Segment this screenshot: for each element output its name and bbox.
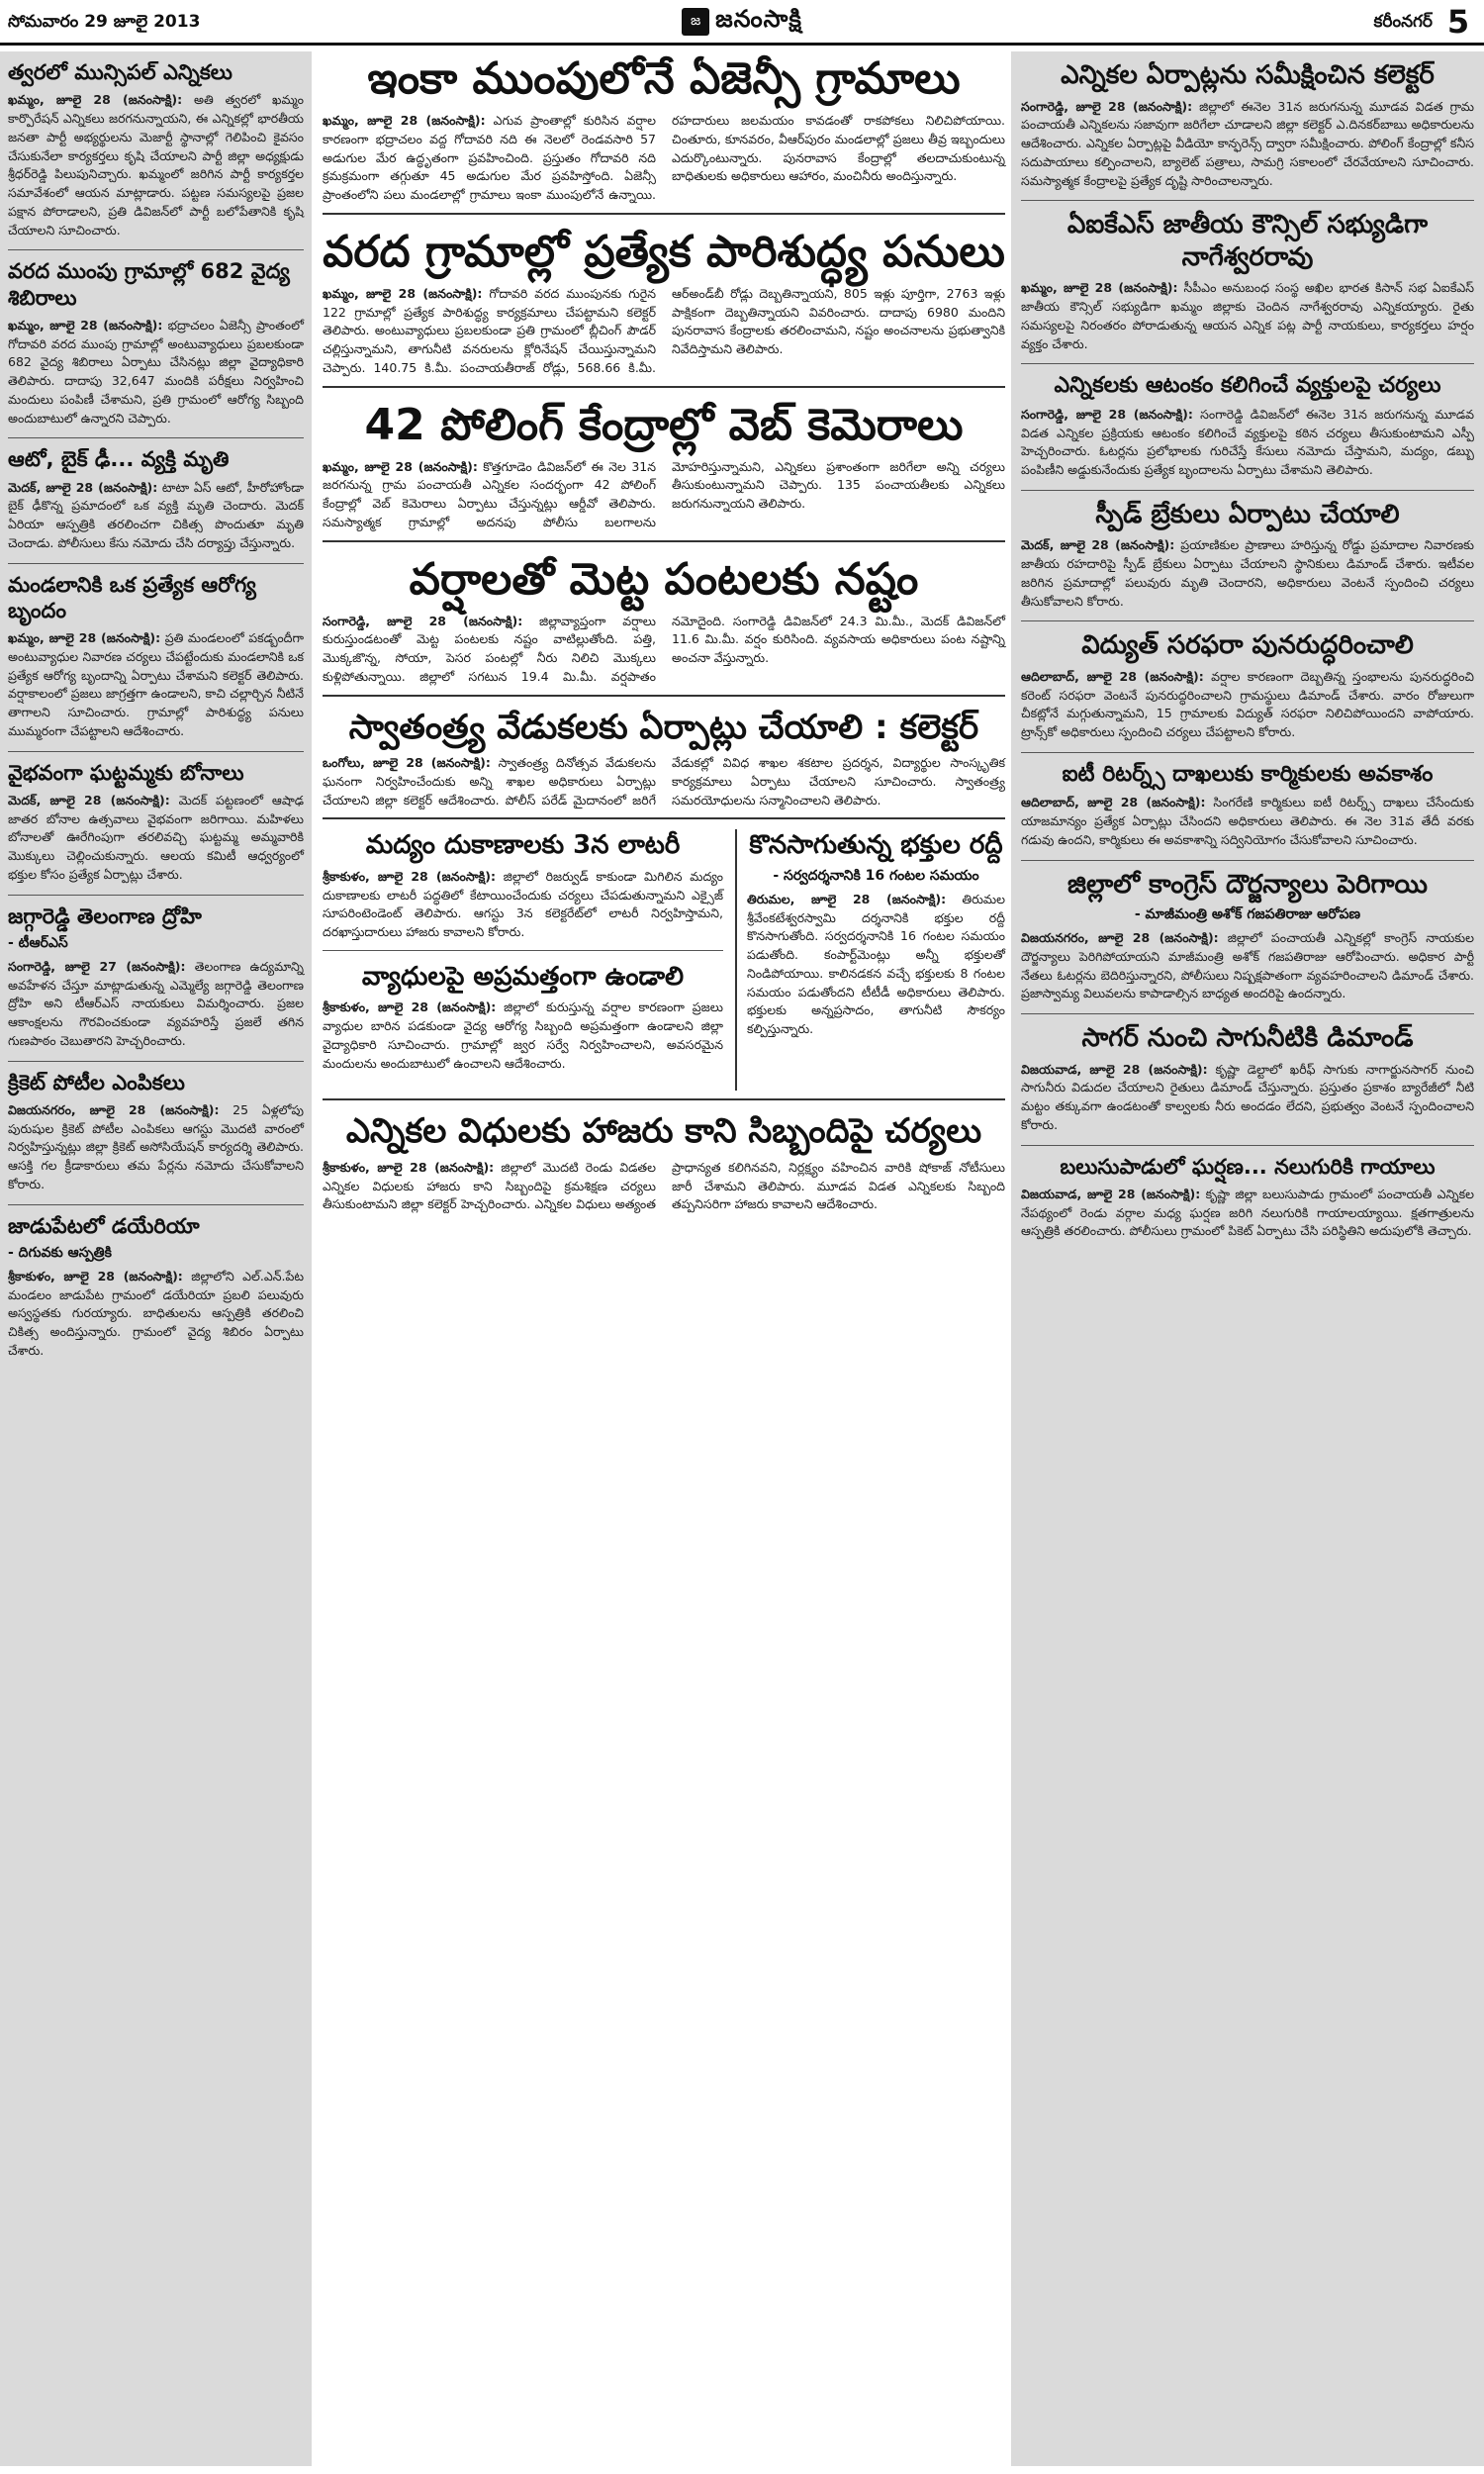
divider: [1021, 490, 1474, 491]
dateline: విజయనగరం, జూలై 28 (జనంసాక్షి):: [1021, 930, 1219, 945]
divider: [1021, 860, 1474, 861]
divider: [1021, 363, 1474, 364]
article-headline: ఆటో, బైక్‌ ఢీ... వ్యక్తి మృతి: [8, 447, 230, 472]
article: [8, 1070, 304, 1194]
divider: [1021, 752, 1474, 753]
article-byline: - టీఆర్‌ఎస్‌: [8, 934, 68, 951]
article-body: [323, 754, 1005, 809]
dateline: సంగారెడ్డి, జూలై 27 (జనంసాక్షి):: [8, 958, 186, 974]
article-headline: సాగర్‌ నుంచి సాగునీటికి డిమాండ్‌: [1081, 1023, 1414, 1053]
article-headline: ఎన్నికల విధులకు హాజరు కాని సిబ్బందిపై చర్యలు: [345, 1111, 982, 1152]
article-headline: జిల్లాలో కాంగ్రెస్‌ దౌర్జన్యాలు పెరిగాయి: [1067, 869, 1428, 900]
dateline: సంగారెడ్డి, జూలై 28 (జనంసాక్షి):: [323, 613, 523, 628]
divider: [8, 437, 304, 438]
article: [1021, 869, 1474, 1004]
article-headline: విద్యుత్‌ సరఫరా పునరుద్ధరించాలి: [1081, 630, 1414, 661]
divider: [1021, 1013, 1474, 1014]
article-headline: త్వరలో మున్సిపల్‌ ఎన్నికలు: [8, 60, 232, 84]
dateline: సంగారెడ్డి, జూలై 28 (జనంసాక్షి):: [1021, 98, 1193, 114]
article-text: కృష్ణా జిల్లా బలుసుపాడు గ్రామంలో పంచాయతీ ఎన్నికల నేపథ్యంలో రెండు వర్గాల మధ్య ఘర్షణ జరిగి నలుగురికి గాయాలయ్యాయి. క్షతగాత్రులను ఆస్పత్రికి తరలించారు. పోలీసులు గ్రామంలో పికెట్‌ ఏర్పాటు చేసి పరిస్థితిని అదుపులోకి తెచ్చారు.: [1021, 1186, 1474, 1239]
article: [8, 446, 304, 552]
article: [323, 225, 1005, 388]
divider: [1021, 620, 1474, 621]
dateline: ఖమ్మం, జూలై 28 (జనంసాక్షి):: [8, 92, 183, 108]
article-body: [1021, 668, 1474, 742]
issue-date: సోమవారం 29 జూలై 2013: [8, 12, 201, 32]
article-text: వర్షాల కారణంగా దెబ్బతిన్న స్తంభాలను పునరుద్ధరించి కరెంట్‌ సరఫరా వెంటనే పునరుద్ధరించాలని గ్రామస్థులు డిమాండ్‌ చేశారు. వారం రోజులుగా చీకట్లోనే మగ్గుతున్నామని, 15 గ్రామాలకు విద్యుత్‌ సరఫరా నిలిచిపోయిందని వాపోయారు. ట్రాన్స్‌కో అధికారులు స్పందించి చర్యలు చేపట్టాలని కోరారు.: [1021, 668, 1474, 739]
article-text: జిల్లాలో మొదటి రెండు విడతల ఎన్నికల విధులకు హాజరు కాని సిబ్బందిపై క్రమశిక్షణ చర్యలు తీసుకుంటామని జిల్లా కలెక్టర్‌ హెచ్చరించారు. ఎన్నికల విధులు అత్యంత ప్రాధాన్యత కలిగినవని, నిర్లక్ష్యం వహించిన వారికి షోకాజ్‌ నోటీసులు జారీ చేశామని తెలిపారు. మూడవ విడత ఎన్నికలకు సిబ్బంది తప్పనిసరిగా హాజరు కావాలని ఆదేశించారు.: [323, 1159, 1005, 1212]
article-body: [1021, 1061, 1474, 1135]
dateline: తిరుమల, జూలై 28 (జనంసాక్షి):: [747, 891, 947, 906]
lead-headline: ఇంకా ముంపులోనే ఏజెన్సీ గ్రామాలు: [367, 53, 961, 104]
article-text: గోదావరి వరద ముంపునకు గురైన 122 గ్రామాల్లో ప్రత్యేక పారిశుద్ధ్య కార్యక్రమాలు చేపట్టామని కలెక్టర్‌ తెలిపారు. అంటువ్యాధులు ప్రబలకుండా ప్రతి గ్రామంలో బ్లీచింగ్‌ పౌడర్‌ చల్లిస్తున్నామని, తాగునీటి వనరులను క్లోరినేషన్‌ చేయిస్తున్నామని చెప్పారు. 140.75 కి.మీ. పంచాయతీరాజ్‌ రోడ్లు, 568.66 కి.మీ. ఆర్‌అండ్‌బీ రోడ్లు దెబ్బతిన్నాయని, 805 ఇళ్లు పూర్తిగా, 2763 ఇళ్లు పాక్షికంగా దెబ్బతిన్నాయని వివరించారు. దాదాపు 6980 మందిని పునరావాస కేంద్రాలకు తరలించామని, నష్టం అంచనాలను ప్రభుత్వానికి నివేదిస్తామని తెలిపారు.: [323, 285, 1005, 375]
dateline: శ్రీకాకుళం, జూలై 28 (జనంసాక్షి):: [8, 1268, 183, 1284]
article-text: జిల్లాలో కురుస్తున్న వర్షాల కారణంగా ప్రజలు వ్యాధుల బారిన పడకుండా వైద్య ఆరోగ్య సిబ్బంది అప్రమత్తంగా ఉండాలని జిల్లా వైద్యాధికారి సూచించారు. గ్రామాల్లో జ్వర సర్వే నిర్వహించాలని, అవసరమైన మందులను అందుబాటులో ఉంచాలని ఆదేశించారు.: [323, 999, 723, 1071]
article-text: కృష్ణా డెల్టాలో ఖరీఫ్‌ సాగుకు నాగార్జునసాగర్‌ నుంచి సాగునీరు విడుదల చేయాలని రైతులు డిమాండ్‌ చేస్తున్నారు. ప్రస్తుతం ప్రకాశం బ్యారేజీలో నీటి మట్టం తక్కువగా ఉండటంతో కాల్వలకు నీరు అందడం లేదని, ప్రభుత్వం వెంటనే స్పందించాలని కోరారు.: [1021, 1061, 1474, 1132]
article-text: సంగారెడ్డి డివిజన్‌లో ఈనెల 31న జరుగనున్న మూడవ విడత ఎన్నికల ప్రక్రియకు ఆటంకం కలిగించే వ్యక్తులపై కఠిన చర్యలు తీసుకుంటామని ఎస్పీ హెచ్చరించారు. ఓటర్లను ప్రలోభాలకు గురిచేస్తే కేసులు నమోదు చేస్తామని, మద్యం, డబ్బు పంపిణీని అడ్డుకునేందుకు ప్రత్యేక బృందాలను ఏర్పాటు చేశామని తెలిపారు.: [1021, 406, 1474, 477]
article-headline: స్వాతంత్ర్య వేడుకలకు ఏర్పాట్లు చేయాలి : కలెక్టర్‌: [348, 707, 979, 747]
article: [8, 59, 304, 239]
article-body: [8, 1268, 304, 1361]
article: [1021, 372, 1474, 480]
article: [323, 398, 1005, 542]
article: [323, 707, 1005, 820]
article-body: [8, 91, 304, 239]
article-body: [8, 629, 304, 741]
dateline: ఆదిలాబాద్‌, జూలై 28 (జనంసాక్షి):: [1021, 795, 1206, 810]
logo-emblem-icon: జ: [682, 8, 709, 36]
article-text: కొత్తగూడెం డివిజన్‌లో ఈ నెల 31న జరగనున్న గ్రామ పంచాయతీ ఎన్నికల సందర్భంగా 42 పోలింగ్‌ కేంద్రాల్లో వెబ్‌ కెమెరాలు ఏర్పాటు చేస్తున్నట్లు ఆర్డీవో తెలిపారు. సమస్యాత్మక గ్రామాల్లో అదనపు పోలీసు బలగాలను మోహరిస్తున్నామని, ఎన్నికలు ప్రశాంతంగా జరిగేలా అన్ని చర్యలు తీసుకుంటున్నామని చెప్పారు. 135 పంచాయతీలకు ఎన్నికలు జరుగనున్నాయని తెలిపారు.: [323, 458, 1005, 529]
article-headline: జగ్గారెడ్డి తెలంగాణ ద్రోహి: [8, 904, 202, 928]
middle-column: [323, 51, 1005, 2466]
article-headline: వరద గ్రామాల్లో ప్రత్యేక పారిశుద్ధ్య పనులు: [323, 226, 1005, 277]
article-body: [1021, 929, 1474, 1003]
article-headline: వైభవంగా ఘట్టమ్మకు బోనాలు: [8, 760, 244, 785]
article-body: [323, 999, 723, 1073]
dateline: శ్రీకాకుళం, జూలై 28 (జనంసాక్షి):: [323, 999, 497, 1015]
article-body: [323, 613, 1005, 687]
article-body: [323, 112, 1005, 205]
article-text: టాటా ఏస్‌ ఆటో, హీరోహోండా బైక్‌ ఢీకొన్న ప్రమాదంలో ఒక వ్యక్తి మృతి చెందారు. మెదక్‌ ఏరియా ఆస్పత్రికి తరలించగా చికిత్స పొందుతూ మృతి చెందాడు. పోలీసులు కేసు నమోదు చేసి దర్యాప్తు చేస్తున్నారు.: [8, 479, 304, 550]
right-column: [1011, 51, 1484, 2466]
dateline: విజయవాడ, జూలై 28 (జనంసాక్షి):: [1021, 1061, 1208, 1077]
dateline: ఖమ్మం, జూలై 28 (జనంసాక్షి):: [323, 285, 483, 301]
article-body: [323, 1159, 1005, 1214]
dateline: ఆదిలాబాద్‌, జూలై 28 (జనంసాక్షి):: [1021, 668, 1204, 684]
article-headline: బలుసుపాడులో ఘర్షణ... నలుగురికి గాయాలు: [1060, 1154, 1436, 1179]
masthead: [0, 0, 1484, 46]
article: [323, 1110, 1005, 1222]
dateline: సంగారెడ్డి, జూలై 28 (జనంసాక్షి):: [1021, 406, 1193, 422]
article: [323, 552, 1005, 697]
article-body: [8, 792, 304, 885]
article-headline: ఏఐకేఎస్‌ జాతీయ కౌన్సిల్‌ సభ్యుడిగా నాగేశ్వరరావు: [1067, 210, 1429, 272]
dateline: ఒంగోలు, జూలై 28 (జనంసాక్షి):: [323, 755, 491, 770]
article-headline: వర్షాలతో మెట్ట పంటలకు నష్టం: [409, 553, 919, 605]
dateline: ఖమ్మం, జూలై 28 (జనంసాక్షి):: [323, 113, 486, 128]
article-body: [8, 958, 304, 1051]
dateline: ఖమ్మం, జూలై 28 (జనంసాక్షి):: [1021, 280, 1178, 296]
article-headline: క్రికెట్‌ పోటీల ఎంపికలు: [8, 1070, 185, 1094]
article-headline: 42 పోలింగ్‌ కేంద్రాల్లో వెబ్‌ కెమెరాలు: [364, 399, 964, 450]
article: [323, 829, 723, 951]
dateline: ఖమ్మం, జూలై 28 (జనంసాక్షి):: [8, 317, 163, 333]
article-text: సింగరేణి కార్మికులు ఐటీ రిటర్న్స్‌ దాఖలు చేసేందుకు యాజమాన్యం ప్రత్యేక ఏర్పాట్లు చేసిందని అధికారులు తెలిపారు. ఈ నెల 31వ తేదీ వరకు గడువు ఉందని, కార్మికులు ఈ అవకాశాన్ని సద్వినియోగం చేసుకోవాలని సూచించారు.: [1021, 795, 1474, 847]
newspaper-name: జనంసాక్షి: [715, 5, 802, 33]
article: [8, 1213, 304, 1361]
article: [8, 760, 304, 885]
dateline: విజయవాడ, జూలై 28 (జనంసాక్షి):: [1021, 1186, 1201, 1201]
article-text: భద్రాచలం ఏజెన్సీ ప్రాంతంలో గోదావరి వరద ముంపు గ్రామాల్లో అంటువ్యాధులు ప్రబలకుండా 682 వైద్య శిబిరాలు ఏర్పాటు చేసినట్లు జిల్లా వైద్యాధికారి తెలిపారు. దాదాపు 32,647 మందికి పరీక్షలు నిర్వహించి మందులు పంపిణీ చేశామని, ప్రతి గ్రామంలో ఆరోగ్య సిబ్బంది అందుబాటులో ఉన్నారని చెప్పారు.: [8, 317, 304, 426]
divider: [8, 751, 304, 752]
article-body: [1021, 98, 1474, 191]
article-headline: ఎన్నికల ఏర్పాట్లను సమీక్షించిన కలెక్టర్‌: [1061, 60, 1435, 90]
split-section: [323, 829, 1005, 1100]
article-headline: ఐటీ రిటర్న్స్‌ దాఖలుకు కార్మికులకు అవకాశం: [1062, 761, 1434, 787]
article: [1021, 629, 1474, 742]
article: [8, 572, 304, 741]
left-column: [0, 51, 312, 2466]
article-body: [323, 285, 1005, 378]
dateline: మెదక్‌, జూలై 28 (జనంసాక్షి):: [8, 479, 158, 495]
article-headline: కొనసాగుతున్న భక్తుల రద్దీ: [749, 830, 1003, 861]
article-byline: - మాజీమంత్రి అశోక్‌ గజపతిరాజు ఆరోపణ: [1134, 906, 1361, 922]
divider: [1021, 1145, 1474, 1146]
article-body: [747, 891, 1005, 1039]
article: [1021, 761, 1474, 850]
article-text: సీపీఎం అనుబంధ సంస్థ అఖిల భారత కిసాన్‌ సభ ఏఐకేఎస్‌ జాతీయ కౌన్సిల్‌ సభ్యుడిగా ఖమ్మం జిల్లాకు చెందిన నాగేశ్వరరావు ఎన్నికయ్యారు. రైతు సమస్యలపై నిరంతరం పోరాడుతున్న ఆయన ఎన్నిక పట్ల పార్టీ నాయకులు, కార్యకర్తలు హర్షం వ్యక్తం చేశారు.: [1021, 280, 1475, 351]
article: [1021, 1022, 1474, 1135]
article-body: [8, 317, 304, 428]
dateline: శ్రీకాకుళం, జూలై 28 (జనంసాక్షి):: [323, 868, 496, 884]
article-text: జిల్లాలో ఈనెల 31న జరుగనున్న మూడవ విడత గ్రామ పంచాయతీ ఎన్నికలను సజావుగా జరిగేలా చూడాలని జిల్లా కలెక్టర్‌ ఎ.దినకర్‌బాబు అధికారులను ఆదేశించారు. ఎన్నికల ఏర్పాట్లపై వీడియో కాన్ఫరెన్స్‌ ద్వారా సమీక్షించారు. పోలింగ్‌ కేంద్రాల్లో కనీస సదుపాయాలు కల్పించాలని, బ్యాలెట్‌ పత్రాలు, సామగ్రి సకాలంలో చేరవేయాలని సూచించారు. సమస్యాత్మక కేంద్రాలపై ప్రత్యేక దృష్టి సారించాలన్నారు.: [1021, 98, 1474, 188]
article-text: తిరుమల శ్రీవేంకటేశ్వరస్వామి దర్శనానికి భక్తుల రద్దీ కొనసాగుతోంది. సర్వదర్శనానికి 16 గంటల సమయం పడుతోంది. కంపార్ట్‌మెంట్లు అన్నీ భక్తులతో నిండిపోయాయి. కాలినడకన వచ్చే భక్తులకు 8 గంటల సమయం పడుతోందని టీటీడీ అధికారులు తెలిపారు. భక్తులకు అన్నప్రసాదం, తాగునీటి సౌకర్యం కల్పిస్తున్నారు.: [747, 891, 1005, 1036]
divider: [8, 563, 304, 564]
article-text: అతి త్వరలో ఖమ్మం కార్పొరేషన్‌ ఎన్నికలు జరగనున్నాయని, ఈ ఎన్నికల్లో భారతీయ జనతా పార్టీ అభ్యర్థులను మెజార్టీ స్థానాల్లో గెలిపించి కైవసం చేసుకునేలా కార్యకర్తలు కృషి చేయాలని పార్టీ జిల్లా అధ్యక్షుడు శ్రీధర్‌రెడ్డి పిలుపునిచ్చారు. ఖమ్మంలో జరిగిన పార్టీ కార్యకర్తల సమావేశంలో ఆయన మాట్లాడారు. పట్టణ సమస్యలపై ప్రజల పక్షాన పోరాడాలని, ప్రతి డివిజన్‌లో పార్టీ బలోపేతానికి కృషి చేయాలని సూచించారు.: [8, 92, 304, 238]
article-text: 25 ఏళ్లలోపు పురుషుల క్రికెట్‌ పోటీల ఎంపికలు ఆగస్టు మొదటి వారంలో నిర్వహిస్తున్నట్లు జిల్లా క్రికెట్‌ అసోసియేషన్‌ కార్యదర్శి తెలిపారు. ఆసక్తి గల క్రీడాకారులు తమ పేర్లను నమోదు చేసుకోవాలని కోరారు.: [8, 1101, 304, 1191]
article: [1021, 499, 1474, 612]
article-body: [1021, 536, 1474, 611]
article-text: జిల్లావ్యాప్తంగా వర్షాలు కురుస్తుండటంతో మెట్ట పంటలకు నష్టం వాటిల్లుతోంది. పత్తి, మొక్కజొన్న, సోయా, పెసర పంటల్లో నీరు నిలిచి మొక్కలు కుళ్లిపోతున్నాయి. జిల్లాలో సగటున 19.4 మి.మీ. వర్షపాతం నమోదైంది. సంగారెడ్డి డివిజన్‌లో 24.3 మి.మీ., మెదక్‌ డివిజన్‌లో 11.6 మి.మీ. వర్షం కురిసింది. వ్యవసాయ అధికారులు పంట నష్టాన్ని అంచనా వేస్తున్నారు.: [323, 613, 1005, 684]
article-body: [1021, 279, 1474, 353]
article-byline: - సర్వదర్శనానికి 16 గంటల సమయం: [773, 867, 979, 884]
article-text: తెలంగాణ ఉద్యమాన్ని అవహేళన చేస్తూ మాట్లాడుతున్న ఎమ్మెల్యే జగ్గారెడ్డి తెలంగాణ ద్రోహి అని టీఆర్‌ఎస్‌ నాయకులు విమర్శించారు. ప్రజల ఆకాంక్షలను గౌరవించకుండా వ్యవహరిస్తే ప్రజలే తగిన గుణపాఠం చెబుతారని హెచ్చరించారు.: [8, 958, 304, 1048]
article: [1021, 1154, 1474, 1242]
article-text: జిల్లాలో పంచాయతీ ఎన్నికల్లో కాంగ్రెస్‌ నాయకుల దౌర్జన్యాలు పెరిగిపోయాయని మాజీమంత్రి అశోక్‌ గజపతిరాజు ఆరోపించారు. అధికార పార్టీ నేతలు ఓటర్లను బెదిరిస్తున్నారని, పోలీసులు నిష్పక్షపాతంగా వ్యవహరించాలని డిమాండ్‌ చేశారు. ప్రజాస్వామ్య విలువలను కాపాడాల్సిన బాధ్యత అందరిపై ఉందన్నారు.: [1021, 930, 1474, 1001]
dateline: విజయనగరం, జూలై 28 (జనంసాక్షి):: [8, 1101, 220, 1117]
article: [1021, 209, 1474, 353]
dateline: మెదక్‌, జూలై 28 (జనంసాక్షి):: [8, 792, 170, 808]
article-body: [1021, 794, 1474, 849]
split-right: [735, 829, 1005, 1091]
page-number: 5: [1446, 3, 1470, 41]
article-text: మెదక్‌ పట్టణంలో ఆషాఢ జాతర బోనాల ఉత్సవాలు వైభవంగా జరిగాయి. మహిళలు బోనాలతో ఊరేగింపుగా తరలివచ్చి ఘట్టమ్మ అమ్మవారికి మొక్కులు చెల్లించుకున్నారు. ఆలయ కమిటీ ఆధ్వర్యంలో భక్తుల కోసం ప్రత్యేక ఏర్పాట్లు చేశారు.: [8, 792, 304, 882]
article: [1021, 59, 1474, 190]
lead-article: [323, 51, 1005, 215]
article-byline: - దిగువకు ఆస్పత్రికి: [8, 1244, 112, 1261]
dateline: ఖమ్మం, జూలై 28 (జనంసాక్షి):: [8, 630, 161, 645]
article-text: ప్రయాణికుల ప్రాణాలు హరిస్తున్న రోడ్డు ప్రమాదాల నివారణకు జాతీయ రహదారిపై స్పీడ్‌ బ్రేకులు ఏర్పాటు చేయాలని స్థానికులు డిమాండ్‌ చేశారు. ఇటీవల జరిగిన ప్రమాదాల్లో పలువురు మృతి చెందారని, అధికారులు వెంటనే స్పందించి చర్యలు తీసుకోవాలని కోరారు.: [1021, 537, 1474, 609]
article-body: [323, 868, 723, 942]
article-headline: మండలానికి ఒక ప్రత్యేక ఆరోగ్య బృందం: [8, 572, 256, 622]
split-left: [323, 829, 723, 1091]
dateline: ఖమ్మం, జూలై 28 (జనంసాక్షి):: [323, 458, 478, 474]
newspaper-logo: [623, 4, 861, 40]
article-headline: మద్యం దుకాణాలకు 3న లాటరీ: [365, 830, 681, 861]
divider: [1021, 200, 1474, 201]
article-body: [1021, 1186, 1474, 1241]
article-body: [8, 479, 304, 553]
article-headline: వరద ముంపు గ్రామాల్లో 682 వైద్య శిబిరాలు: [8, 259, 290, 310]
divider: [8, 895, 304, 896]
article-text: జిల్లాలో రిజర్వుడ్‌ కాకుండా మిగిలిన మద్యం దుకాణాలకు లాటరీ పద్ధతిలో కేటాయించేందుకు చర్యలు చేపడుతున్నామని ఎక్సైజ్‌ సూపరింటెండెంట్‌ తెలిపారు. ఆగస్టు 3న కలెక్టరేట్‌లో లాటరీ నిర్వహిస్తామని, దరఖాస్తుదారులు హాజరు కావాలని కోరారు.: [323, 868, 724, 939]
article: [8, 258, 304, 428]
article-headline: ఎన్నికలకు ఆటంకం కలిగించే వ్యక్తులపై చర్యలు: [1054, 373, 1441, 399]
article-headline: వ్యాధులపై అప్రమత్తంగా ఉండాలి: [361, 961, 685, 992]
article-body: [1021, 406, 1474, 480]
article: [323, 961, 723, 1082]
article: [8, 904, 304, 1051]
article-text: ఎగువ ప్రాంతాల్లో కురిసిన వర్షాల కారణంగా భద్రాచలం వద్ద గోదావరి నది ఈ నెలలో రెండవసారి 57 అడుగుల మేర ఉద్ధృతంగా ప్రవహించింది. ప్రస్తుతం గోదావరి నది క్రమక్రమంగా తగ్గుతూ 45 అడుగుల మేర ప్రవహిస్తోంది. ఏజెన్సీ ప్రాంతంలోని పలు మండలాల్లో గ్రామాలు ఇంకా ముంపులోనే ఉన్నాయి. రహదారులు జలమయం కావడంతో రాకపోకలు నిలిచిపోయాయి. చింతూరు, కూనవరం, వీఆర్‌పురం మండలాల్లో ప్రజలు తీవ్ర ఇబ్బందులు ఎదుర్కొంటున్నారు. పునరావాస కేంద్రాల్లో తలదాచుకుంటున్న బాధితులకు అధికారులు ఆహారం, మంచినీరు అందిస్తున్నారు.: [323, 113, 1005, 202]
article-body: [323, 458, 1005, 532]
article-text: జిల్లాలోని ఎల్‌.ఎన్‌.పేట మండలం జాడుపేట గ్రామంలో డయేరియా ప్రబలి పలువురు అస్వస్థతకు గురయ్యారు. బాధితులను ఆస్పత్రికి తరలించి చికిత్స అందిస్తున్నారు. గ్రామంలో వైద్య శిబిరం ఏర్పాటు చేశారు.: [8, 1268, 305, 1358]
article-text: ప్రతి మండలంలో పకడ్బందీగా అంటువ్యాధుల నివారణ చర్యలు చేపట్టేందుకు మండలానికి ఒక ప్రత్యేక ఆరోగ్య బృందాన్ని ఏర్పాటు చేశామని కలెక్టర్‌ తెలిపారు. వర్షాకాలంలో ప్రజలు జాగ్రత్తగా ఉండాలని, కాచి చల్లార్చిన నీటినే తాగాలని సూచించారు. గ్రామాల్లో పారిశుద్ధ్య పనులు ముమ్మరంగా చేపట్టాలని ఆదేశించారు.: [8, 630, 304, 738]
article-headline: జాడుపేటలో డయేరియా: [8, 1213, 200, 1238]
dateline: మెదక్‌, జూలై 28 (జనంసాక్షి):: [1021, 537, 1175, 553]
article-text: స్వాతంత్ర్య దినోత్సవ వేడుకలను ఘనంగా నిర్వహించేందుకు అన్ని శాఖల అధికారులు ఏర్పాట్లు చేయాలని జిల్లా కలెక్టర్‌ ఆదేశించారు. పోలీస్‌ పరేడ్‌ మైదానంలో జరిగే వేడుకల్లో వివిధ శాఖల శకటాల ప్రదర్శన, విద్యార్థుల సాంస్కృతిక కార్యక్రమాలు ఏర్పాటు చేయాలని సూచించారు. స్వాతంత్ర్య సమరయోధులను సన్మానించాలని తెలిపారు.: [323, 755, 1005, 808]
dateline: శ్రీకాకుళం, జూలై 28 (జనంసాక్షి):: [323, 1159, 495, 1175]
article-body: [8, 1101, 304, 1194]
article-headline: స్పీడ్‌ బ్రేకులు ఏర్పాటు చేయాలి: [1095, 499, 1400, 529]
divider: [8, 1061, 304, 1062]
edition-city: కరీంనగర్: [1373, 12, 1433, 32]
divider: [8, 249, 304, 250]
divider: [8, 1204, 304, 1205]
